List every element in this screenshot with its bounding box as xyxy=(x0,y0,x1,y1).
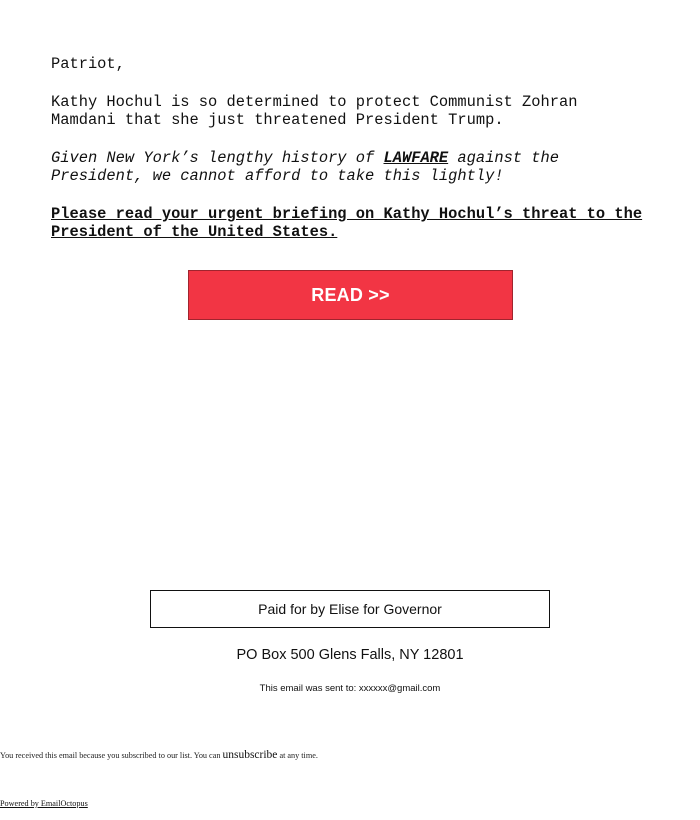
subscription-notice-before: You received this email because you subscribed to our list. You can xyxy=(0,751,223,760)
paragraph-2-text-before: Given New York’s lengthy history of xyxy=(51,149,384,167)
subscription-notice-after: at any time. xyxy=(277,751,318,760)
paid-for-disclaimer: Paid for by Elise for Governor xyxy=(150,590,550,628)
briefing-link[interactable]: Please read your urgent briefing on Kathy Hochul’s threat to the President of the United States. xyxy=(51,205,643,241)
unsubscribe-link[interactable]: unsubscribe xyxy=(222,749,278,761)
sent-to-label: This email was sent to: xyxy=(259,683,359,694)
body-paragraph-2 xyxy=(51,149,651,185)
lawfare-emphasis: LAWFARE xyxy=(383,149,449,167)
powered-by-link[interactable]: Powered by EmailOctopus xyxy=(0,799,88,808)
sent-to-line xyxy=(0,683,700,694)
subscription-notice xyxy=(0,749,318,761)
briefing-paragraph xyxy=(51,205,651,241)
mailing-address: PO Box 500 Glens Falls, NY 12801 xyxy=(236,647,464,663)
recipient-email: xxxxxx@gmail.com xyxy=(358,683,441,694)
salutation: Patriot, xyxy=(51,55,125,73)
read-button[interactable]: READ >> xyxy=(188,270,513,320)
body-paragraph-1: Kathy Hochul is so determined to protect Communist Zohran Mamdani that she just threatened President Trump. xyxy=(51,93,578,129)
paragraph-2-text-after: against the President, we cannot afford to take this lightly! xyxy=(51,149,559,185)
